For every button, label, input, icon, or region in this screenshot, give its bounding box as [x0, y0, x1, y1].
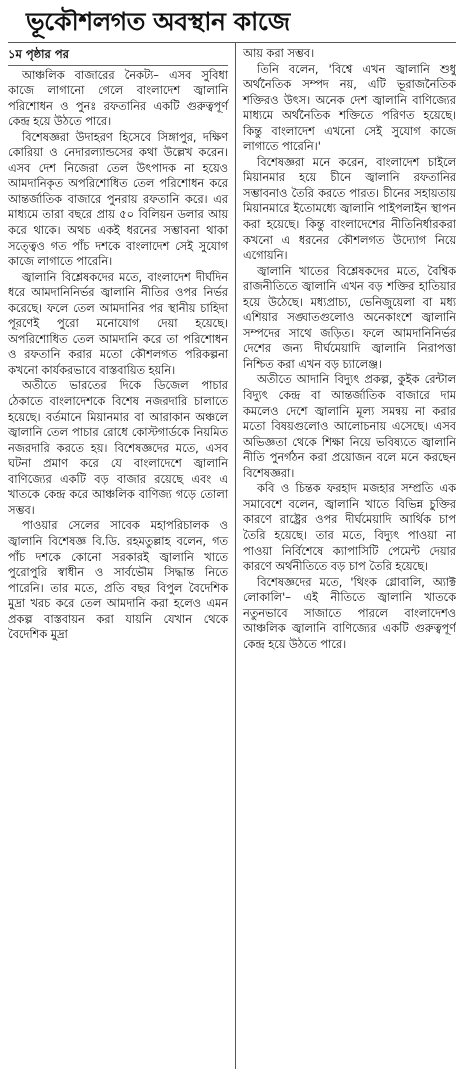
- paragraph: অতীতে ভারতের দিকে ডিজেল পাচার ঠেকাতে বাংলাদেশকে বিশেষ নজরদারি চালাতে হয়েছে। বর্তমানে মিয়ানমার বা আরাকান অঞ্চলে জ্বালানি তেল পাচার রোধে কোস্টগার্ডকে নিয়মিত নজরদারি করতে হয়। বিশেষজ্ঞদের মতে, এসব ঘটনা প্রমাণ করে যে বাংলাদেশে জ্বালানি বাণিজ্যের একটি বড় বাজার রয়েছে এবং এ খাতকে কেন্দ্র করে আঞ্চলিক বাণিজ্য গড়ে তোলা সম্ভব।: [8, 379, 228, 517]
- paragraph: বিশেষজ্ঞদের মতে, 'থিংক গ্লোবালি, অ্যাক্ট লোকালি'– এই নীতিতে জ্বালানি খাতকে নতুনভাবে সাজাতে পারলে বাংলাদেশও আঞ্চলিক জ্বালানি বাণিজ্যের একটি গুরুত্বপূর্ণ কেন্দ্র হয়ে উঠতে পারে।: [243, 575, 456, 651]
- paragraph: বিশেষজ্ঞরা মনে করেন, বাংলাদেশ চাইলে মিয়ানমার হয়ে চীনে জ্বালানি রফতানির সম্ভাবনাও তৈরি করতে পারত। চীনের সহায়তায় মিয়ানমারে ইতোমধ্যে জ্বালানি পাইপলাইন স্থাপন করা হয়েছে। কিন্তু বাংলাদেশের নীতিনির্ধারকরা কখনো এ ধরনের কৌশলগত উদ্যোগ নিয়ে এগোয়নি।: [243, 155, 456, 263]
- paragraph: জ্বালানি বিশ্লেষকদের মতে, বাংলাদেশ দীর্ঘদিন ধরে আমদানিনির্ভর জ্বালানি নীতির ওপর নির্ভর করেছে। ফলে তেল আমদানির পর স্থানীয় চাহিদা পূরণেই পুরো মনোযোগ দেয়া হয়েছে। অপরিশোধিত তেল আমদানি করে তা পরিশোধন ও রফতানি করার মতো কৌশলগত পরিকল্পনা কখনো কার্যকরভাবে বাস্তবায়িত হয়নি।: [8, 270, 228, 377]
- paragraph: তিনি বলেন, 'বিশ্বে এখন জ্বালানি শুধু অর্থনৈতিক সম্পদ নয়, এটি ভূরাজনৈতিক শক্তিরও উৎস। অনেক দেশ জ্বালানি বাণিজ্যের মাধ্যমে অর্থনৈতিক শক্তিতে পরিণত হয়েছে। কিন্তু বাংলাদেশ এখনো সেই সুযোগ কাজে লাগাতে পারেনি।': [243, 62, 456, 154]
- paragraph: কবি ও চিন্তক ফরহাদ মজহার সম্প্রতি এক সমাবেশে বলেন, জ্বালানি খাতে বিভিন্ন চুক্তির কারণে রাষ্ট্রের ওপর দীর্ঘমেয়াদি আর্থিক চাপ তৈরি হয়েছে। তার মতে, বিদ্যুৎ পাওয়া না পাওয়া নির্বিশেষে ক্যাপাসিটি পেমেন্ট দেয়ার কারণে অর্থনীতিতে বড় চাপ তৈরি হয়েছে।: [243, 482, 456, 574]
- headline: ভূকৌশলগত অবস্থান কাজে: [8, 4, 456, 43]
- paragraph: পাওয়ার সেলের সাবেক মহাপরিচালক ও জ্বালানি বিশেষজ্ঞ বি.ডি. রহমতুল্লাহ বলেন, গত পাঁচ দশকে কোনো সরকারই জ্বালানি খাতে পুরোপুরি স্বাধীন ও সার্বভৌম সিদ্ধান্ত নিতে পারেনি। তার মতে, প্রতি বছর বিপুল বৈদেশিক মুদ্রা খরচ করে তেল আমদানি করা হলেও এমন প্রকল্প বাস্তবায়ন করা যায়নি যেখান থেকে বৈদেশিক মুদ্রা: [8, 519, 228, 642]
- article-body: [8, 43, 456, 1069]
- continuation-label: ১ম পৃষ্ঠার পর: [8, 47, 69, 61]
- paragraph: জ্বালানি খাতের বিশ্লেষকদের মতে, বৈশ্বিক রাজনীতিতে জ্বালানি এখন বড় শক্তির হাতিয়ার হয়ে উঠেছে। মধ্যপ্রাচ্য, ভেনিজুয়েলা বা মধ্য এশিয়ার সঙ্ঘাতগুলোও অনেকাংশে জ্বালানি সম্পদের সাথে জড়িত। ফলে আমদানিনির্ভর দেশের জন্য দীর্ঘমেয়াদি জ্বালানি নিরাপত্তা নিশ্চিত করা এখন বড় চ্যালেঞ্জ।: [243, 264, 456, 371]
- paragraph: আঞ্চলিক বাজারের নৈকট্য– এসব সুবিধা কাজে লাগানো গেলে বাংলাদেশ জ্বালানি পরিশোধন ও পুনঃ রফতানির একটি গুরুত্বপূর্ণ কেন্দ্র হয়ে উঠতে পারে।: [8, 68, 228, 129]
- paragraph: অতীতে আদানি বিদ্যুৎ প্রকল্প, কুইক রেন্টাল বিদ্যুৎ কেন্দ্র বা আন্তর্জাতিক বাজারে দাম কমলেও দেশে জ্বালানি মূল্য সমন্বয় না করার মতো বিষয়গুলোও আলোচনায় এসেছে। এসব অভিজ্ঞতা থেকে শিক্ষা নিয়ে ভবিষ্যতে জ্বালানি নীতি পুনর্গঠন করা প্রয়োজন বলে মনে করছেন বিশেষজ্ঞরা।: [243, 373, 456, 480]
- paragraph: বিশেষজ্ঞরা উদাহরণ হিসেবে সিঙ্গাপুর, দক্ষিণ কোরিয়া ও নেদারল্যান্ডসের কথা উল্লেখ করেন। এসব দেশ নিজেরা তেল উৎপাদক না হয়েও আমদানিকৃত অপরিশোধিত তেল পরিশোধন করে আন্তর্জাতিক বাজারে পুনরায় রফতানি করে। এর মাধ্যমে তারা বছরে প্রায় ৫০ বিলিয়ন ডলার আয় করে থাকে। অথচ একই ধরনের সম্ভাবনা থাকা সত্ত্বেও গত পাঁচ দশকে বাংলাদেশ সেই সুযোগ কাজে লাগাতে পারেনি।: [8, 130, 228, 269]
- left-column: [8, 43, 236, 1069]
- right-column: [236, 43, 456, 1069]
- paragraph: আয় করা সম্ভব।: [243, 47, 315, 60]
- continuation-divider: [8, 65, 228, 66]
